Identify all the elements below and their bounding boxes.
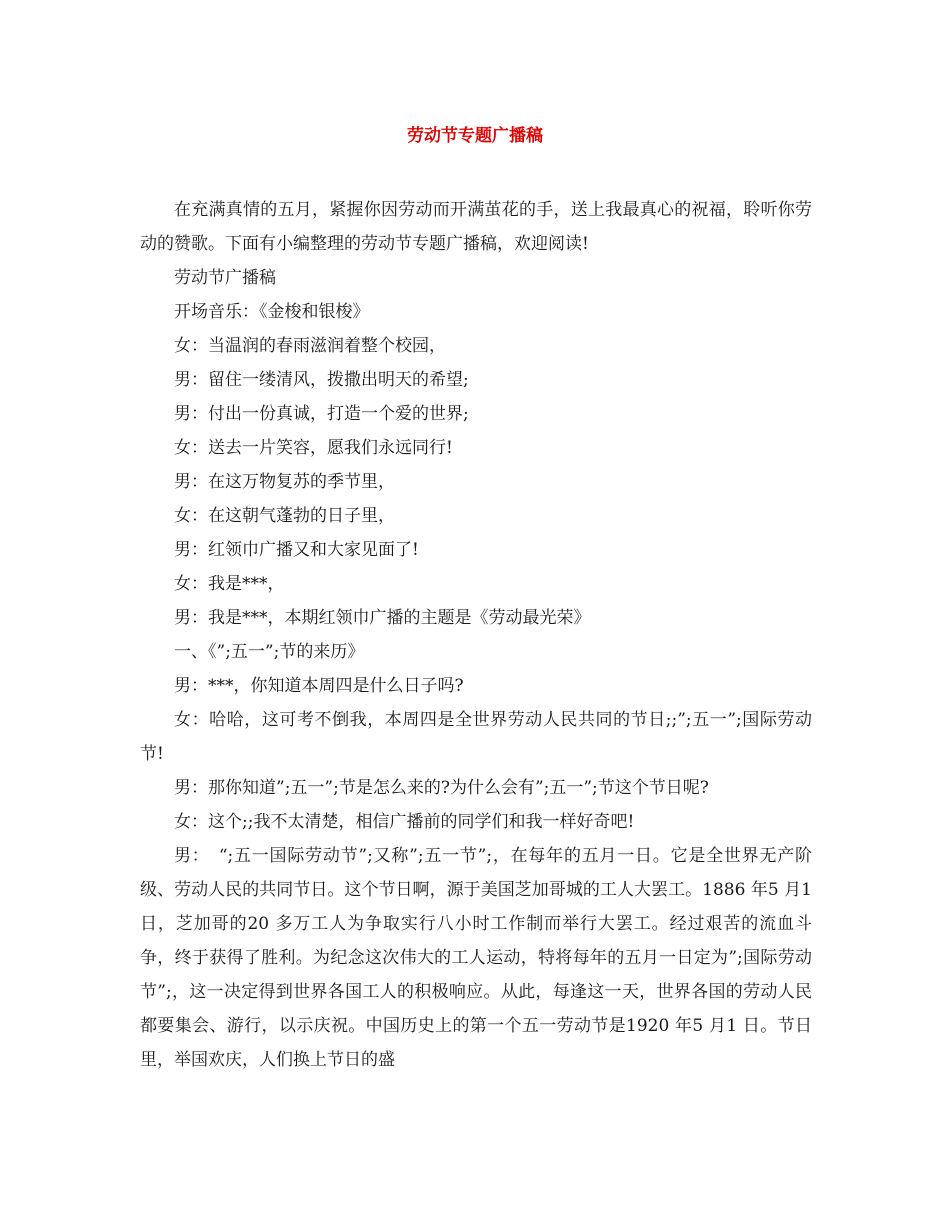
paragraph-line: 女：这个;;我不太清楚，相信广播前的同学们和我一样好奇吧! (174, 812, 635, 832)
document-title: 劳动节专题广播稿 (407, 126, 543, 146)
paragraph-line: 女：我是***， (174, 574, 285, 594)
paragraph-line: 女：哈哈，这可考不倒我，本周四是全世界劳动人民共同的节日;;”;五一”;国际劳动节! (140, 710, 812, 764)
paragraph-line: 女：当温润的春雨滋润着整个校园， (174, 336, 446, 356)
paragraph-section-heading: 一、《”;五一”;节的来历》 (174, 642, 365, 662)
paragraph-heading: 劳动节广播稿 (174, 268, 276, 288)
document-body (140, 193, 812, 1077)
paragraph-line: 男：留住一缕清风，拨撒出明天的希望; (174, 370, 469, 390)
paragraph-line: 女：在这朝气蓬勃的日子里， (174, 506, 395, 526)
paragraph-line: 男：在这万物复苏的季节里， (174, 472, 395, 492)
paragraph-opening-music: 开场音乐：《金梭和银梭》 (174, 302, 370, 322)
paragraph-history: 男： “;五一国际劳动节”;又称”;五一节”;，在每年的五月一日。它是全世界无产阶级、劳动人民的共同节日。这个节日啊，源于美国芝加哥城的工人大罢工。1886 年5 月1 日，芝加哥的20 多万工人为争取实行八小时工作制而举行大罢工。经过艰苦的流血斗争，终于获得了胜利。为纪念这次伟大的工人运动，特将每年的五月一日定为”;国际劳动节”;，这一决定得到世界各国工人的积极响应。从此，每逢这一天，世界各国的劳动人民都要集会、游行，以示庆祝。中国历史上的第一个五一劳动节是1920 年5 月1 日。节日里，举国欢庆，人们换上节日的盛 (140, 846, 812, 1070)
paragraph-line: 女：送去一片笑容，愿我们永远同行! (174, 438, 453, 458)
paragraph-line: 男：红领巾广播又和大家见面了! (174, 540, 419, 560)
paragraph-line: 男：我是***，本期红领巾广播的主题是《劳动最光荣》 (174, 608, 591, 628)
paragraph-line: 男：那你知道”;五一”;节是怎么来的?为什么会有”;五一”;节这个节日呢? (174, 778, 709, 798)
paragraph-line: 男：***，你知道本周四是什么日子吗? (174, 676, 464, 696)
paragraph-line: 男：付出一份真诚，打造一个爱的世界; (174, 404, 469, 424)
paragraph-intro: 在充满真情的五月，紧握你因劳动而开满茧花的手，送上我最真心的祝福，聆听你劳动的赞歌。下面有小编整理的劳动节专题广播稿，欢迎阅读! (140, 200, 812, 254)
